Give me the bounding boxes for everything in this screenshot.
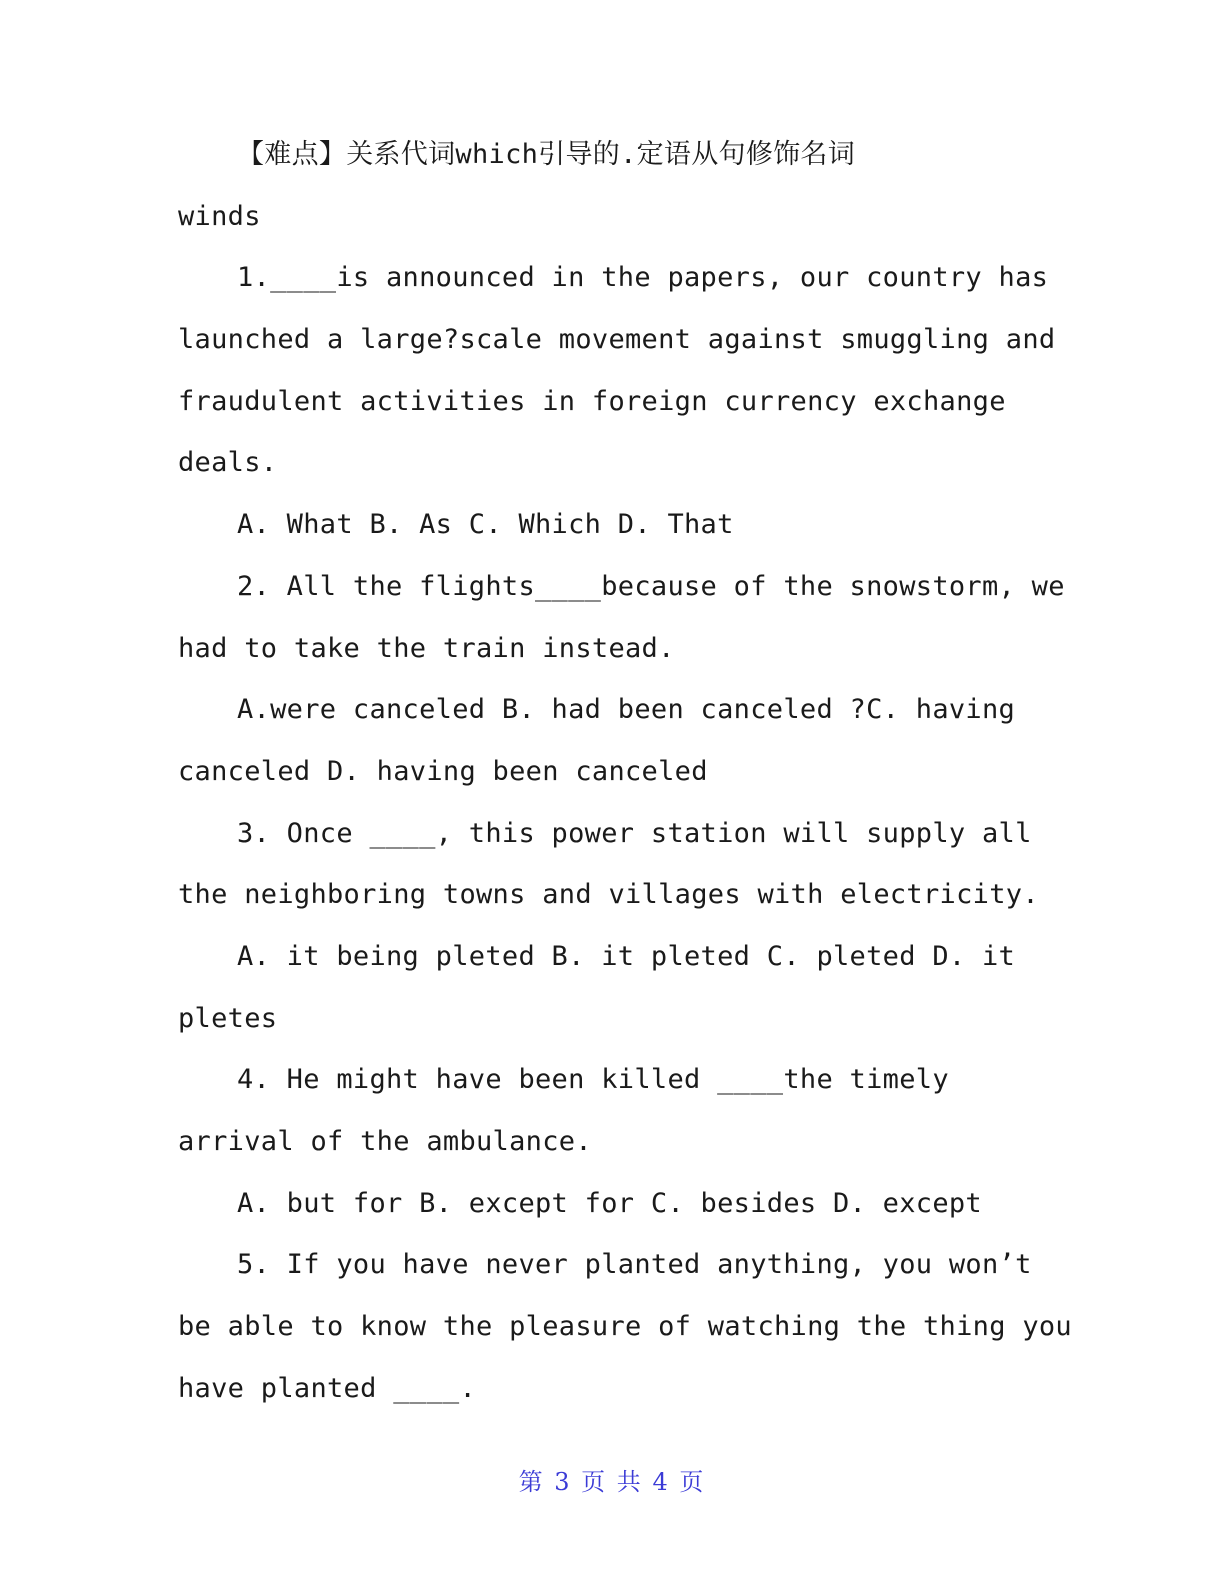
document-body [178,124,1072,1419]
question-3-line: 3. Once ____, this power station will supply all [237,817,1032,849]
question-2-options: A.were canceled B. had been canceled ?C. having [237,694,1016,726]
question-2-line: 2. All the flights____because of the snowstorm, we [237,570,1065,602]
question-1-options: A. What B. As C. Which D. That [237,509,734,541]
question-4-line: arrival of the ambulance. [178,1126,592,1157]
question-1-line: fraudulent activities in foreign currency exchange [178,385,1006,417]
question-1-line: 1.____is announced in the papers, our country has [237,262,1049,294]
question-5-line: 5. If you have never planted anything, you won’t [237,1249,1032,1281]
question-3-line: the neighboring towns and villages with electricity. [178,879,1039,911]
question-4-options: A. but for B. except for C. besides D. except [237,1187,982,1219]
text-line: winds [178,200,261,232]
heading-difficulty: 【难点】关系代词which引导的.定语从句修饰名词 [237,139,856,170]
question-3-options: pletes [178,1002,278,1034]
question-3-options: A. it being pleted B. it pleted C. pleted D. it [237,940,1016,972]
question-1-line: launched a large?scale movement against smuggling and [178,324,1056,356]
question-2-line: had to take the train instead. [178,632,675,664]
question-2-options: canceled D. having been canceled [178,755,708,787]
question-4-line: 4. He might have been killed ____the timely [237,1064,949,1096]
question-1-line: deals. [178,447,278,479]
question-5-line: have planted ____. [178,1372,476,1404]
page-number-footer: 第 3 页 共 4 页 [518,1468,706,1496]
question-5-line: be able to know the pleasure of watching the thing you [178,1311,1072,1343]
